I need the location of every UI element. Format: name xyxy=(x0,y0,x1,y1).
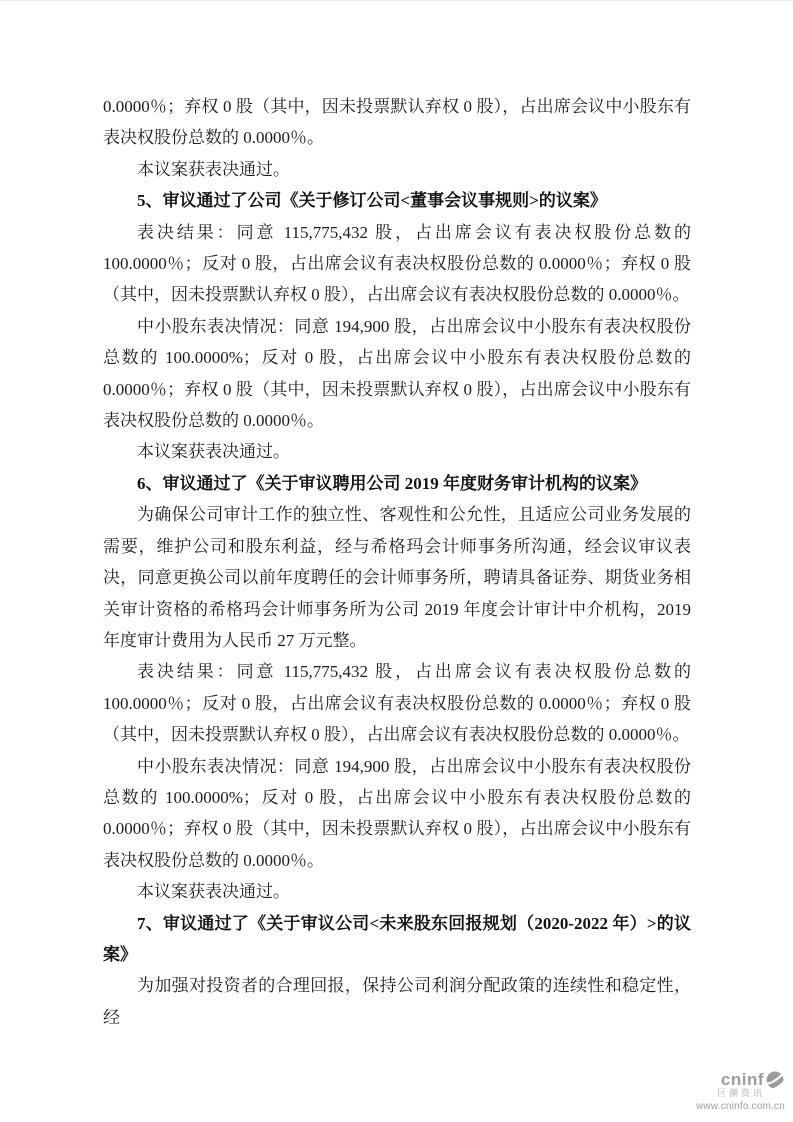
paragraph-vote-passed: 本议案获表决通过。 xyxy=(137,442,290,462)
paragraph-continuation: 0.0000％；弃权 0 股（其中，因未投票默认弃权 0 股），占出席会议中小股东有表决权股份总数的 0.0000％。 xyxy=(103,97,691,148)
paragraph-vote-passed: 本议案获表决通过。 xyxy=(137,882,290,902)
cninfo-chinese-name: 巨潮资讯 xyxy=(716,1088,765,1099)
paragraph-return-plan: 为加强对投资者的合理回报，保持公司利润分配政策的连续性和稳定性，经 xyxy=(103,976,691,1027)
document-body xyxy=(103,91,691,1033)
cninfo-brand-text: cninf xyxy=(720,1069,764,1089)
paragraph-minority-vote: 中小股东表决情况：同意 194,900 股，占出席会议中小股东有表决权股份总数的 100.0000%；反对 0 股，占出席会议中小股东有表决权股份总数的 0.0000％；弃权 0 股（其中，因未投票默认弃权 0 股），占出席会议中小股东有表决权股份总数的 0.0000％。 xyxy=(103,756,691,870)
paragraph-vote-result: 表决结果：同意 115,775,432 股，占出席会议有表决权股份总数的 100.0000％；反对 0 股，占出席会议有表决权股份总数的 0.0000％；弃权 0 股（其中，因未投票默认弃权 0 股），占出席会议有表决权股份总数的 0.0000％。 xyxy=(103,662,691,745)
cninfo-swirl-icon xyxy=(765,1070,785,1090)
paragraph-minority-vote: 中小股东表决情况：同意 194,900 股，占出席会议中小股东有表决权股份总数的 100.0000%；反对 0 股，占出席会议中小股东有表决权股份总数的 0.0000％；弃权 0 股（其中，因未投票默认弃权 0 股），占出席会议中小股东有表决权股份总数的 0.0000％。 xyxy=(103,316,691,431)
paragraph-vote-passed: 本议案获表决通过。 xyxy=(137,159,290,179)
cninfo-logo xyxy=(665,1070,785,1112)
section-heading-5: 5、审议通过了公司《关于修订公司<董事会议事规则>的议案》 xyxy=(137,191,607,211)
paragraph-vote-result: 表决结果：同意 115,775,432 股，占出席会议有表决权股份总数的 100.0000％；反对 0 股，占出席会议有表决权股份总数的 0.0000％；弃权 0 股（其中，因未投票默认弃权 0 股），占出席会议有表决权股份总数的 0.0000％。 xyxy=(103,222,691,305)
section-heading-6: 6、审议通过了《关于审议聘用公司 2019 年度财务审计机构的议案》 xyxy=(137,473,647,493)
section-heading-7: 7、审议通过了《关于审议公司<未来股东回报规划（2020-2022 年）>的议案》 xyxy=(103,913,691,964)
paragraph-audit-detail: 为确保公司审计工作的独立性、客观性和公允性，且适应公司业务发展的需要，维护公司和股东利益，经与希格玛会计师事务所沟通，经会议审议表决，同意更换公司以前年度聘任的会计师事务所，聘请具备证券、期货业务相关审计资格的希格玛会计师事务所为公司 2019 年度会计审计中介机构，2019 年度审计费用为人民币 27 万元整。 xyxy=(103,505,691,650)
cninfo-url: www.cninfo.com.cn xyxy=(696,1101,785,1112)
